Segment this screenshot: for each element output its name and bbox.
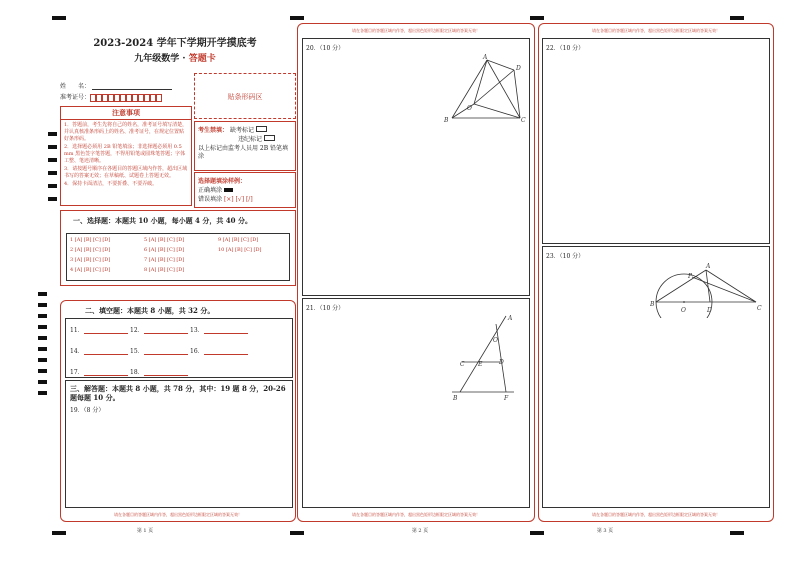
point-label: B bbox=[650, 301, 655, 308]
fill-blank-17[interactable]: 17． bbox=[70, 367, 128, 376]
timing-mark bbox=[38, 380, 47, 384]
mc-row[interactable]: 3 [A] [B] [C] [D] bbox=[70, 257, 111, 263]
wrong-fill-label: 错误填涂 bbox=[198, 196, 223, 203]
page-title: 2023-2024 学年下学期开学摸底考 bbox=[93, 38, 257, 49]
wrong-fill-sample: [×] [√] [/] bbox=[223, 196, 253, 203]
q23-label: 23．（10 分） bbox=[546, 253, 585, 260]
name-label: 姓 名： bbox=[60, 83, 91, 90]
registration-mark bbox=[530, 16, 544, 20]
registration-mark bbox=[290, 531, 304, 535]
registration-mark bbox=[52, 16, 66, 20]
subtitle-dot: · bbox=[182, 54, 186, 64]
timing-mark bbox=[38, 325, 47, 329]
warning-text: 请在各题目的答题区域内作答，超出黑色矩形边框限定区域的答案无效！ bbox=[114, 512, 242, 517]
warning-text: 请在各题目的答题区域内作答，超出黑色矩形边框限定区域的答案无效！ bbox=[592, 512, 720, 517]
center-dot bbox=[683, 301, 685, 303]
id-cells[interactable] bbox=[90, 94, 162, 101]
subtitle-grade: 九年级数学 bbox=[134, 54, 180, 64]
q23-figure bbox=[650, 262, 766, 318]
page-number: 第 1 页 bbox=[136, 528, 154, 534]
note-item: 4．保持卡面清洁，不要折叠、不要弄破。 bbox=[64, 181, 158, 187]
note-item: 1．答题前，考生先将自己的姓名，准考证号填写清楚，并认真核准条形码上的姓名、准考证号，在规定位置贴好条形码。 bbox=[64, 122, 188, 142]
barcode-label: 贴条形码区 bbox=[227, 93, 263, 101]
timing-mark bbox=[38, 292, 47, 296]
warning-text: 请在各题目的答题区域内作答，超出黑色矩形边框限定区域的答案无效！ bbox=[352, 28, 480, 33]
registration-mark bbox=[290, 16, 304, 20]
id-field[interactable] bbox=[60, 92, 162, 102]
mc-row[interactable]: 6 [A] [B] [C] [D] bbox=[144, 247, 185, 253]
absent-note: 以上标记由监考人员用 2B 铅笔填涂 bbox=[198, 145, 289, 160]
point-label: O bbox=[681, 307, 686, 314]
timing-mark bbox=[38, 358, 47, 362]
registration-mark bbox=[530, 531, 544, 535]
notes-list bbox=[61, 120, 191, 190]
subtitle-card: 答题卡 bbox=[188, 54, 216, 64]
fill-blank-16[interactable]: 16． bbox=[190, 346, 248, 355]
point-label: P bbox=[688, 273, 693, 280]
absent-label: 考生禁填： bbox=[198, 127, 229, 134]
point-label: D bbox=[516, 65, 521, 72]
absent-box bbox=[194, 121, 296, 171]
q20-lines bbox=[452, 60, 520, 118]
notes-box bbox=[60, 106, 192, 206]
q21-figure bbox=[448, 312, 518, 404]
q19-label: 19．（8 分） bbox=[70, 407, 105, 414]
warning-text: 请在各题目的答题区域内作答，超出黑色矩形边框限定区域的答案无效！ bbox=[352, 512, 480, 517]
barcode-area bbox=[194, 73, 296, 119]
violation-label: 违纪标记 bbox=[238, 136, 263, 143]
point-label: A bbox=[483, 54, 488, 61]
timing-mark bbox=[48, 197, 57, 201]
point-label: B bbox=[453, 395, 458, 402]
missing-label: 缺考标记 bbox=[229, 127, 254, 134]
mc-row[interactable]: 2 [A] [B] [C] [D] bbox=[70, 247, 111, 253]
timing-mark bbox=[38, 336, 47, 340]
q21-label: 21．（10 分） bbox=[306, 305, 345, 312]
fill-blank-12[interactable]: 12． bbox=[130, 325, 188, 334]
mc-row[interactable]: 10 [A] [B] [C] [D] bbox=[218, 247, 262, 253]
page-subtitle bbox=[80, 51, 270, 64]
fill-blank-15[interactable]: 15． bbox=[130, 346, 188, 355]
fill-blank-11[interactable]: 11． bbox=[70, 325, 128, 334]
section3-title: 三、解答题：本题共 8 小题，共 78 分，其中：19 题 8 分，20-26 题每题 10 分。 bbox=[70, 384, 286, 402]
point-label: O bbox=[493, 337, 498, 344]
q21-lines bbox=[452, 316, 514, 392]
timing-mark bbox=[38, 347, 47, 351]
point-label: B bbox=[444, 117, 449, 124]
point-label: D bbox=[499, 359, 504, 366]
timing-mark bbox=[48, 132, 57, 136]
fill-blank-14[interactable]: 14． bbox=[70, 346, 128, 355]
timing-mark bbox=[48, 171, 57, 175]
note-item: 2．选择题必须用 2B 铅笔填涂；非选择题必须用 0.5 mm 黑色签字笔答题，不得用铅笔或圆珠笔答题；字体工整、笔迹清晰。 bbox=[64, 144, 186, 164]
section1-title: 一、选择题：本题共 10 小题，每小题 4 分，共 40 分。 bbox=[73, 216, 252, 225]
registration-mark bbox=[52, 531, 66, 535]
correct-fill-sample bbox=[224, 188, 233, 192]
mc-row[interactable]: 1 [A] [B] [C] [D] bbox=[70, 237, 111, 243]
point-label: A bbox=[508, 315, 513, 322]
point-label: O bbox=[467, 105, 472, 112]
fill-blank-13[interactable]: 13． bbox=[190, 325, 248, 334]
mc-row[interactable]: 8 [A] [B] [C] [D] bbox=[144, 267, 185, 273]
mc-row[interactable]: 5 [A] [B] [C] [D] bbox=[144, 237, 185, 243]
point-label: A bbox=[706, 263, 711, 270]
warning-text: 请在各题目的答题区域内作答，超出黑色矩形边框限定区域的答案无效！ bbox=[592, 28, 720, 33]
q20-figure bbox=[442, 52, 532, 124]
id-cell[interactable] bbox=[156, 94, 162, 102]
registration-mark bbox=[730, 531, 744, 535]
point-label: C bbox=[460, 361, 465, 368]
mc-row[interactable]: 9 [A] [B] [C] [D] bbox=[218, 237, 259, 243]
point-label: C bbox=[757, 305, 762, 312]
registration-mark bbox=[730, 16, 744, 20]
timing-mark bbox=[48, 158, 57, 162]
page-number: 第 3 页 bbox=[596, 528, 614, 534]
timing-mark bbox=[38, 369, 47, 373]
timing-mark bbox=[48, 184, 57, 188]
mc-row[interactable]: 4 [A] [B] [C] [D] bbox=[70, 267, 111, 273]
point-label: C bbox=[521, 117, 526, 124]
fill-example-title: 选择题填涂样例： bbox=[198, 178, 247, 185]
fill-example-box bbox=[194, 172, 296, 208]
point-label: D bbox=[707, 307, 712, 314]
note-item: 3．请按题号顺序在各题目的答题区域内作答，超出区域书写的答案无效；在草稿纸、试题卷上答题无效。 bbox=[64, 166, 188, 179]
q22-label: 22．（10 分） bbox=[546, 45, 585, 52]
correct-fill-label: 正确填涂 bbox=[198, 187, 223, 194]
name-field[interactable] bbox=[60, 81, 172, 90]
q23-lines bbox=[656, 270, 756, 318]
point-label: E bbox=[478, 361, 483, 368]
name-line[interactable] bbox=[92, 83, 172, 90]
timing-mark bbox=[38, 314, 47, 318]
id-label: 准考证号： bbox=[60, 94, 91, 101]
timing-mark bbox=[38, 391, 47, 395]
section2-title: 二、填空题：本题共 8 小题，共 32 分。 bbox=[85, 306, 215, 315]
fill-blank-18[interactable]: 18． bbox=[130, 367, 188, 376]
notes-title: 注意事项 bbox=[61, 107, 191, 120]
missing-box[interactable] bbox=[256, 126, 267, 132]
mc-row[interactable]: 7 [A] [B] [C] [D] bbox=[144, 257, 185, 263]
violation-box[interactable] bbox=[264, 135, 275, 141]
point-label: F bbox=[504, 395, 509, 402]
timing-mark bbox=[38, 303, 47, 307]
page-number: 第 2 页 bbox=[411, 528, 429, 534]
timing-mark bbox=[48, 145, 57, 149]
q20-label: 20．（10 分） bbox=[306, 45, 345, 52]
q22-box[interactable] bbox=[542, 38, 770, 244]
